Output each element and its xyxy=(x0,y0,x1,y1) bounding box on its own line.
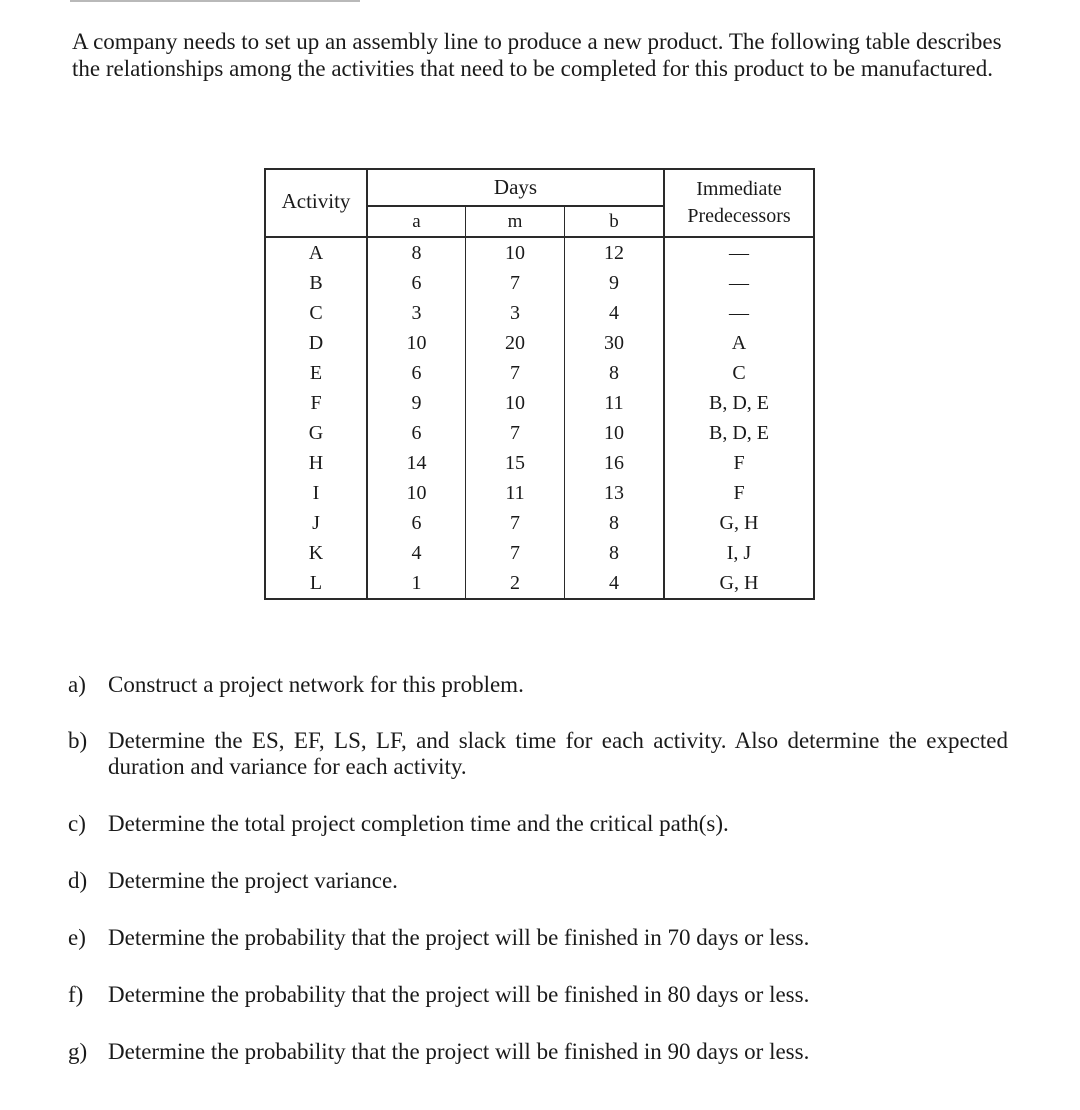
cell-m: 10 xyxy=(466,237,565,268)
cell-predecessors: G, H xyxy=(664,568,814,599)
cell-b: 8 xyxy=(565,358,665,388)
cell-predecessors: — xyxy=(664,237,814,268)
question-item xyxy=(68,1039,1008,1065)
question-text: Determine the probability that the project will be finished in 80 days or less. xyxy=(108,982,810,1007)
cell-a: 3 xyxy=(367,298,466,328)
intro-paragraph: A company needs to set up an assembly line to produce a new product. The following table describes the relationships among the activities that need to be completed for this product to be manufactured. xyxy=(72,29,1002,81)
cell-predecessors: B, D, E xyxy=(664,418,814,448)
table-row xyxy=(265,508,814,538)
question-text: Determine the ES, EF, LS, LF, and slack time for each activity. Also determine the expected duration and variance for each activity. xyxy=(108,728,1008,779)
cell-m: 7 xyxy=(466,538,565,568)
question-text: Determine the total project completion time and the critical path(s). xyxy=(108,811,729,836)
cell-b: 8 xyxy=(565,538,665,568)
question-letter: c) xyxy=(68,811,86,836)
cell-b: 12 xyxy=(565,237,665,268)
header-m: m xyxy=(466,206,565,237)
cell-activity: G xyxy=(265,418,367,448)
question-letter: e) xyxy=(68,925,86,950)
cell-m: 3 xyxy=(466,298,565,328)
cell-m: 10 xyxy=(466,388,565,418)
cell-activity: A xyxy=(265,237,367,268)
question-letter: f) xyxy=(68,982,84,1007)
cell-b: 16 xyxy=(565,448,665,478)
table-row xyxy=(265,418,814,448)
question-text: Determine the project variance. xyxy=(108,868,398,893)
cell-activity: I xyxy=(265,478,367,508)
cell-b: 4 xyxy=(565,568,665,599)
cell-m: 7 xyxy=(466,268,565,298)
header-b: b xyxy=(565,206,665,237)
cell-predecessors: I, J xyxy=(664,538,814,568)
question-text: Construct a project network for this problem. xyxy=(108,672,524,697)
cell-a: 10 xyxy=(367,328,466,358)
question-item xyxy=(68,868,1008,894)
cell-predecessors: A xyxy=(664,328,814,358)
question-item xyxy=(68,728,1008,780)
table-row xyxy=(265,448,814,478)
question-item xyxy=(68,672,1008,698)
cell-activity: B xyxy=(265,268,367,298)
question-item xyxy=(68,811,1008,837)
cell-m: 7 xyxy=(466,358,565,388)
cell-a: 9 xyxy=(367,388,466,418)
header-a: a xyxy=(367,206,466,237)
header-activity: Activity xyxy=(265,169,367,237)
cell-a: 6 xyxy=(367,418,466,448)
header-predecessors: Immediate Predecessors xyxy=(664,169,814,237)
table-row xyxy=(265,237,814,268)
question-item xyxy=(68,925,1008,951)
cell-a: 14 xyxy=(367,448,466,478)
cell-predecessors: F xyxy=(664,478,814,508)
cell-b: 9 xyxy=(565,268,665,298)
cell-predecessors: — xyxy=(664,268,814,298)
table-row xyxy=(265,358,814,388)
table-row xyxy=(265,388,814,418)
cell-activity: L xyxy=(265,568,367,599)
cell-activity: E xyxy=(265,358,367,388)
cell-b: 4 xyxy=(565,298,665,328)
table-row xyxy=(265,568,814,599)
question-letter: d) xyxy=(68,868,88,893)
question-item xyxy=(68,982,1008,1008)
table-row xyxy=(265,298,814,328)
cell-activity: H xyxy=(265,448,367,478)
question-letter: b) xyxy=(68,728,88,753)
cell-m: 2 xyxy=(466,568,565,599)
cell-b: 11 xyxy=(565,388,665,418)
question-letter: a) xyxy=(68,672,86,697)
cell-a: 4 xyxy=(367,538,466,568)
cell-b: 30 xyxy=(565,328,665,358)
activity-table xyxy=(264,168,815,600)
cell-activity: D xyxy=(265,328,367,358)
cell-activity: J xyxy=(265,508,367,538)
question-text: Determine the probability that the project will be finished in 70 days or less. xyxy=(108,925,810,950)
top-divider xyxy=(70,0,360,2)
cell-predecessors: F xyxy=(664,448,814,478)
cell-a: 1 xyxy=(367,568,466,599)
cell-m: 7 xyxy=(466,508,565,538)
cell-a: 8 xyxy=(367,237,466,268)
table-row xyxy=(265,268,814,298)
table-row xyxy=(265,538,814,568)
cell-b: 10 xyxy=(565,418,665,448)
question-text: Determine the probability that the project will be finished in 90 days or less. xyxy=(108,1039,810,1064)
cell-m: 20 xyxy=(466,328,565,358)
cell-a: 10 xyxy=(367,478,466,508)
cell-m: 7 xyxy=(466,418,565,448)
cell-b: 8 xyxy=(565,508,665,538)
cell-m: 15 xyxy=(466,448,565,478)
cell-predecessors: G, H xyxy=(664,508,814,538)
cell-b: 13 xyxy=(565,478,665,508)
cell-a: 6 xyxy=(367,358,466,388)
cell-activity: F xyxy=(265,388,367,418)
header-days: Days xyxy=(367,169,664,206)
cell-predecessors: B, D, E xyxy=(664,388,814,418)
cell-predecessors: C xyxy=(664,358,814,388)
cell-activity: K xyxy=(265,538,367,568)
cell-a: 6 xyxy=(367,508,466,538)
question-list xyxy=(68,672,1008,1065)
cell-predecessors: — xyxy=(664,298,814,328)
table-row xyxy=(265,328,814,358)
cell-a: 6 xyxy=(367,268,466,298)
cell-activity: C xyxy=(265,298,367,328)
question-letter: g) xyxy=(68,1039,88,1064)
cell-m: 11 xyxy=(466,478,565,508)
table-row xyxy=(265,478,814,508)
